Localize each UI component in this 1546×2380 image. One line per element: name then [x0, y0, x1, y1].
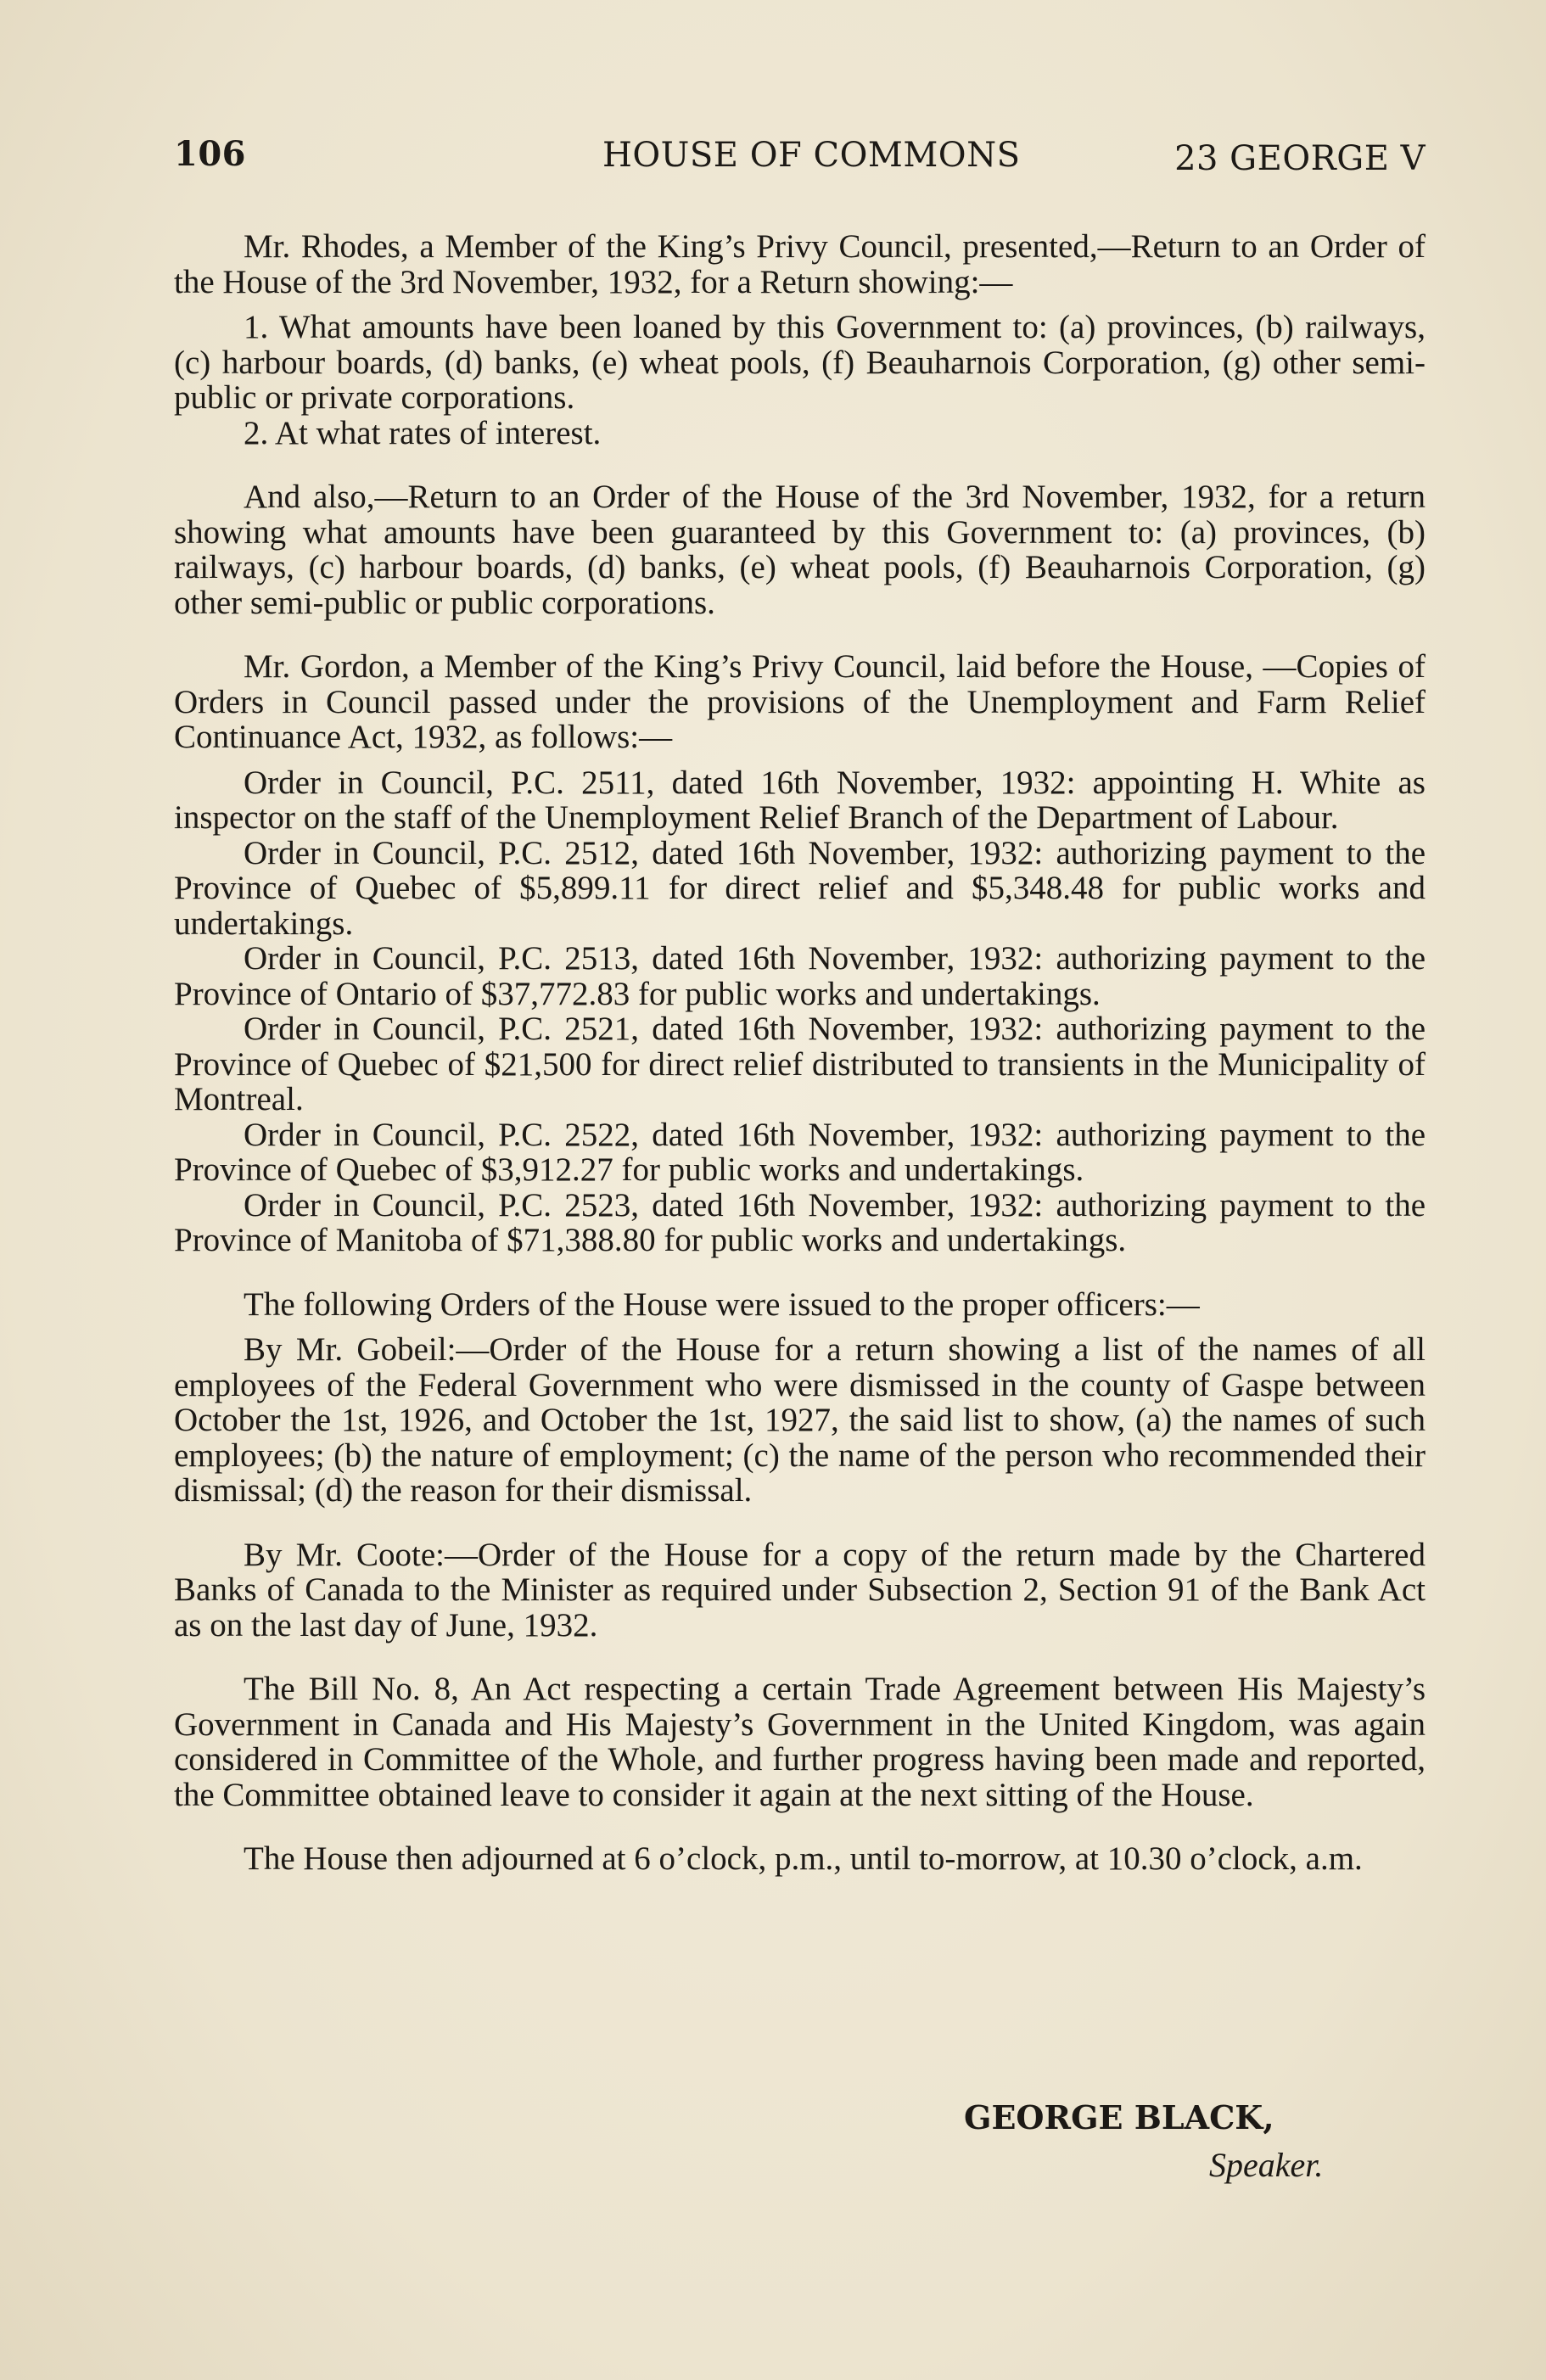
- running-title: HOUSE OF COMMONS: [602, 136, 1021, 175]
- speaker-title: Speaker.: [1209, 2146, 1324, 2184]
- paragraph-order-pc-2523: Order in Council, P.C. 2523, dated 16th November, 1932: authorizing payment to the Province of Manitoba of $71,388.80 for public works and undertakings.: [174, 1186, 1426, 1258]
- speaker-name: GEORGE BLACK,: [964, 2098, 1274, 2136]
- paragraph-coote-order: By Mr. Coote:—Order of the House for a copy of the return made by the Chartered Banks of Canada to the Minister as required under Subsection 2, Section 91 of the Bank Act as on the last day of June, 1932.: [174, 1536, 1426, 1644]
- paragraph-gobeil-order: By Mr. Gobeil:—Order of the House for a return showing a list of the names of all employees of the Federal Government who were dismissed in the county of Gaspe between October the 1st, 1926, and October the 1st, 1927, the said list to show, (a) the names of such employees; (b) the nature of employment; (c) the name of the person who recommended their dismissal; (d) the reason for their dismissal.: [174, 1331, 1426, 1509]
- paragraph-order-pc-2512: Order in Council, P.C. 2512, dated 16th November, 1932: authorizing payment to the Province of Quebec of $5,899.11 for direct relief and $5,348.48 for public works and undertakings.: [174, 834, 1426, 942]
- paragraph-rhodes-return: Mr. Rhodes, a Member of the King’s Privy Council, presented,—Return to an Order of the House of the 3rd November, 1932, for a Return showing:—: [174, 228, 1426, 300]
- paragraph-order-pc-2521: Order in Council, P.C. 2521, dated 16th November, 1932: authorizing payment to the Province of Quebec of $21,500 for direct relief distributed to transients in the Municipality of Montreal.: [174, 1011, 1426, 1117]
- journal-body: [174, 229, 1426, 1877]
- paragraph-order-pc-2522: Order in Council, P.C. 2522, dated 16th November, 1932: authorizing payment to the Province of Quebec of $3,912.27 for public works and undertakings.: [174, 1116, 1426, 1188]
- paragraph-order-pc-2513: Order in Council, P.C. 2513, dated 16th November, 1932: authorizing payment to the Province of Ontario of $37,772.83 for public works and undertakings.: [174, 940, 1426, 1012]
- paragraph-adjournment: The House then adjourned at 6 o’clock, p.m., until to-morrow, at 10.30 o’clock, a.m.: [244, 1840, 1363, 1877]
- paragraph-and-also-return: And also,—Return to an Order of the House of the 3rd November, 1932, for a return showing what amounts have been guaranteed by this Government to: (a) provinces, (b) railways, (c) harbour boards, (d) banks, (e) wheat pools, (f) Beauharnois Corporation, (g) other semi-public or public corporations.: [174, 479, 1426, 621]
- paragraph-orders-issued: The following Orders of the House were issued to the proper officers:—: [244, 1285, 1200, 1323]
- paragraph-bill-no-8: The Bill No. 8, An Act respecting a certain Trade Agreement between His Majesty’s Government in Canada and His Majesty’s Government in the United Kingdom, was again considered in Committee of the Whole, and further progress having been made and reported, the Committee obtained leave to consider it again at the next sitting of the House.: [174, 1671, 1426, 1813]
- regnal-year: 23 GEORGE V: [1174, 139, 1426, 178]
- paragraph-gordon-orders: Mr. Gordon, a Member of the King’s Privy Council, laid before the House, —Copies of Orders in Council passed under the provisions of the Unemployment and Farm Relief Continuance Act, 1932, as follows:—: [174, 648, 1426, 755]
- page-number: 106: [174, 134, 246, 174]
- paragraph-question-1: 1. What amounts have been loaned by this Government to: (a) provinces, (b) railways, (c) harbour boards, (d) banks, (e) wheat pools, (f) Beauharnois Corporation, (g) other semi-public or private corporations.: [174, 309, 1426, 416]
- paragraph-question-2: 2. At what rates of interest.: [244, 414, 602, 451]
- page-header: [174, 127, 1426, 178]
- paragraph-order-pc-2511: Order in Council, P.C. 2511, dated 16th November, 1932: appointing H. White as inspector on the staff of the Unemployment Relief Branch of the Department of Labour.: [174, 764, 1426, 836]
